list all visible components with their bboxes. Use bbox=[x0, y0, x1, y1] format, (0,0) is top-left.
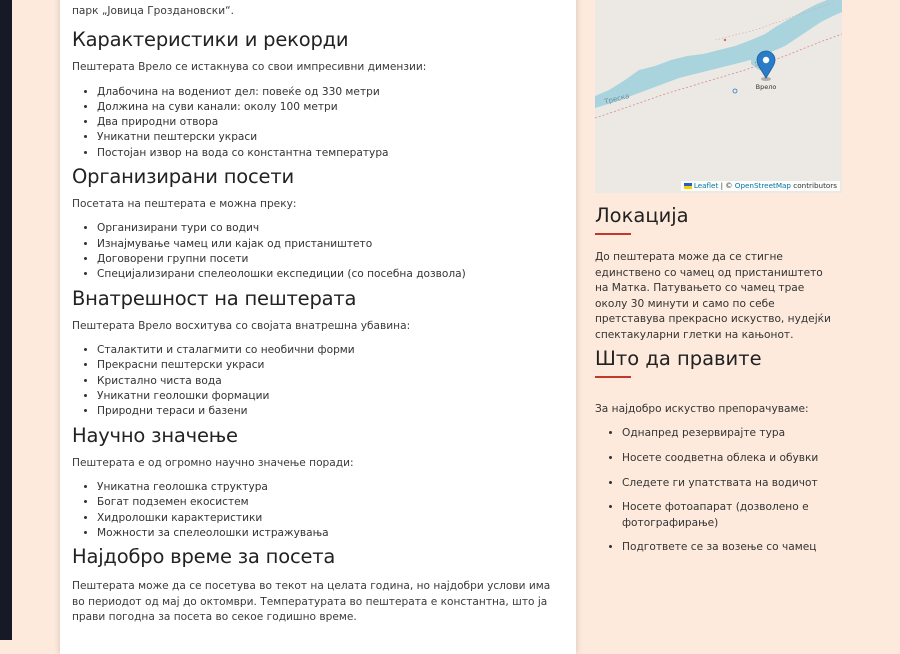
todo-title-underline bbox=[595, 376, 631, 378]
list-item: • Носете фотоапарат (дозволено е фотографирање) bbox=[622, 500, 844, 531]
list-item: • Следете ги упатствата на водичот bbox=[622, 476, 844, 491]
list-item: • Длабочина на водениот дел: повеќе од 330 метри bbox=[97, 85, 564, 100]
section-title-best-time: Најдобро време за посета bbox=[72, 545, 336, 569]
section-title-scientific: Научно значење bbox=[72, 423, 238, 447]
list-item: • Кристално чиста вода bbox=[97, 374, 564, 389]
map-marker-label: Врело bbox=[755, 83, 777, 91]
section-intro-interior: Пештерата Врело восхитува со својата внатрешна убавина: bbox=[72, 319, 411, 332]
list-item: • Уникатни геолошки формации bbox=[97, 389, 564, 404]
list-item: • Организирани тури со водич bbox=[97, 221, 564, 236]
todo-title: Што да правите bbox=[595, 347, 762, 370]
leaflet-link[interactable]: Leaflet bbox=[693, 181, 719, 190]
location-title-underline bbox=[595, 233, 631, 235]
section-intro-characteristics: Пештерата Врело се истакнува со свои импресивни димензии: bbox=[72, 61, 427, 73]
list-item: • Хидролошки карактеристики bbox=[97, 511, 564, 526]
window-left-edge bbox=[0, 0, 12, 640]
list-item: • Прекрасни пештерски украси bbox=[97, 358, 564, 373]
list-item: • Специјализирани спелеолошки експедиции (со посебна дозвола) bbox=[97, 267, 564, 282]
list-item: • Можности за спелеолошки истражувања bbox=[97, 526, 564, 541]
list-item: • Должина на суви канали: околу 100 метри bbox=[97, 100, 564, 115]
article-intro-text: парк „Јовица Гроздановски“. bbox=[72, 4, 234, 17]
section-title-characteristics: Карактеристики и рекорди bbox=[72, 28, 349, 51]
list-item: • Природни тераси и базени bbox=[97, 404, 564, 419]
list-characteristics bbox=[72, 85, 564, 161]
list-item: • Постојан извор на вода со константна температура bbox=[97, 146, 564, 161]
section-text-best-time: Пештерата може да се посетува во текот на целата година, но најдобри услови има во периодот од мај до октомври. Температурата во пештерата е константна, што ја прави погодна за посета во секое годишно време. bbox=[72, 580, 551, 624]
article-card bbox=[60, 0, 576, 654]
list-item: • Однапред резервирајте тура bbox=[622, 426, 844, 441]
section-intro-scientific: Пештерата е од огромно научно значење поради: bbox=[72, 456, 354, 469]
article-content bbox=[72, 0, 564, 626]
section-title-interior: Внатрешност на пештерата bbox=[72, 286, 357, 310]
section-title-organized-visits: Организирани посети bbox=[72, 164, 294, 188]
list-interior bbox=[72, 343, 564, 419]
openstreetmap-link[interactable]: OpenStreetMap bbox=[734, 181, 791, 190]
list-item: • Подгответе се за возење со чамец bbox=[622, 540, 844, 555]
attribution-separator: | © bbox=[718, 181, 735, 190]
todo-intro: За најдобро искуство препорачуваме: bbox=[595, 403, 809, 415]
list-scientific bbox=[72, 480, 564, 541]
todo-list bbox=[595, 426, 844, 565]
location-title: Локација bbox=[595, 204, 689, 227]
map-river-label: Треска bbox=[603, 92, 631, 106]
list-item: • Договорени групни посети bbox=[97, 252, 564, 267]
list-organized-visits bbox=[72, 221, 564, 282]
map-tiles bbox=[595, 0, 842, 193]
location-map[interactable] bbox=[595, 0, 842, 193]
location-text: До пештерата може да се стигне единствено со чамец од пристаништето на Матка. Патувањето со чамец трае околу 30 минути и само по себе претставува прекрасно искуство, нудејќи спектакуларни глетки на кањонот. bbox=[595, 251, 831, 341]
map-attribution bbox=[681, 181, 840, 191]
ukraine-flag-icon bbox=[684, 183, 692, 189]
list-item: • Уникатни пештерски украси bbox=[97, 130, 564, 145]
page-margin bbox=[12, 0, 60, 640]
attribution-suffix: contributors bbox=[791, 181, 837, 190]
list-item: • Уникатна геолошка структура bbox=[97, 480, 564, 495]
list-item: • Изнајмување чамец или кајак од пристаништето bbox=[97, 237, 564, 252]
list-item: • Два природни отвора bbox=[97, 115, 564, 130]
list-item: • Сталактити и сталагмити со необични форми bbox=[97, 343, 564, 358]
list-item: • Носете соодветна облека и обувки bbox=[622, 451, 844, 466]
list-item: • Богат подземен екосистем bbox=[97, 495, 564, 510]
section-intro-organized-visits: Посетата на пештерата е можна преку: bbox=[72, 197, 297, 210]
